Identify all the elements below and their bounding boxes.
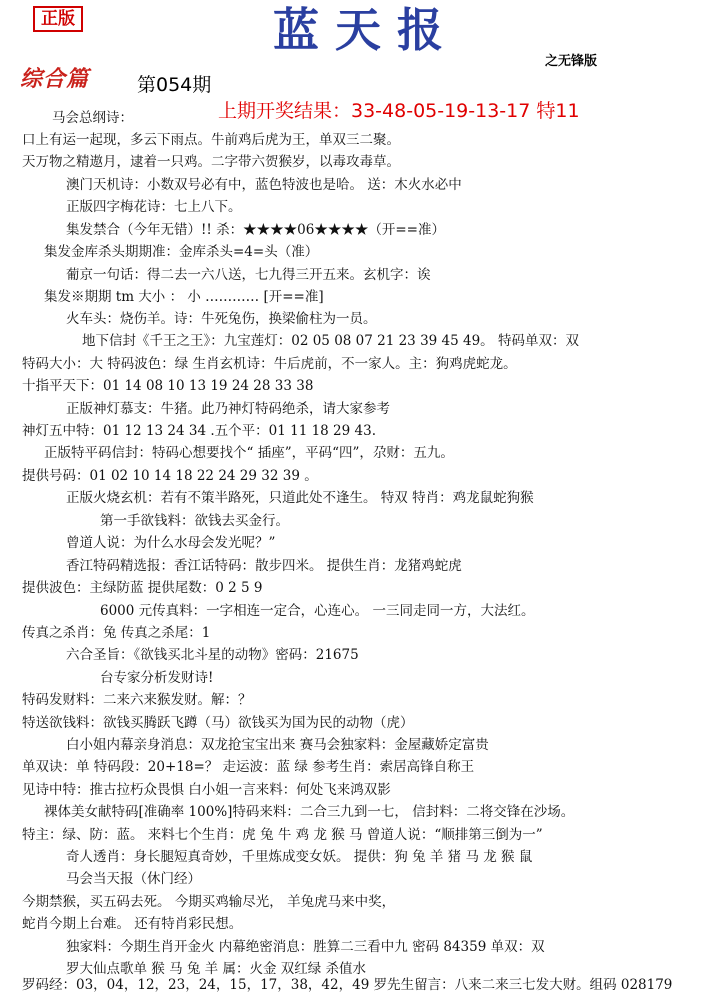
text-line: 白小姐内幕亲身消息：双龙抢宝宝出来 赛马会独家料：金屋藏娇定富贵 (66, 737, 489, 753)
last-draw-result: 上期开奖结果：33-48-05-19-13-17 特11 (218, 100, 580, 122)
issue-number: 第054期 (137, 74, 212, 96)
text-line: 马会总纲诗： (52, 110, 133, 126)
text-line: 提供号码：01 02 10 14 18 22 24 29 32 39 。 (22, 468, 318, 484)
text-line: 六合圣旨：《欲钱买北斗星的动物》密码：21675 (66, 647, 359, 663)
text-line: 集发禁合（今年无错）!! 杀：★★★★06★★★★（开==准） (66, 222, 445, 238)
text-line: 单双诀：单 特码段：20+18=？ 走运波：蓝 绿 参考生肖：索居高锋自称王 (22, 759, 475, 775)
text-line: 正版特平码信封：特码心想要找个“ 插座”，平码“四”，尕财：五九。 (44, 445, 454, 461)
text-line: 香江特码精选报：香江话特码：散步四米。 提供生肖：龙猪鸡蛇虎 (66, 558, 462, 574)
text-line: 葡京一句话：得二去一六八送，七九得三开五来。玄机字：诶 (66, 267, 431, 283)
text-line: 口上有运一起现，多云下雨点。牛前鸡后虎为王，单双三二聚。 (22, 132, 400, 148)
text-line: 正版神灯慕支：牛猪。此乃神灯特码绝杀，请大家参考 (66, 401, 390, 417)
text-line: 独家料：今期生肖开金火 内幕绝密消息：胜算二三看中九 密码 84359 单双：双 (66, 939, 545, 955)
text-line: 特码大小：大 特码波色：绿 生肖玄机诗：牛后虎前，不一家人。主：狗鸡虎蛇龙。 (22, 356, 517, 372)
genuine-edition-stamp: 正版 (33, 6, 83, 32)
masthead-title: 蓝天报 (273, 3, 459, 57)
edition-label: 之无锋版 (545, 54, 598, 69)
text-line: 曾道人说：为什么水母会发光呢？” (66, 535, 276, 551)
text-line: 天万物之精遨月，逮着一只鸡。二字带六贺猴岁，以毒攻毒草。 (22, 154, 400, 170)
text-line: 火车头：烧伤羊。诗：牛死兔伤，换梁偷柱为一员。 (66, 311, 377, 327)
text-line: 罗码经：03，04，12，23，24，15，17，38，42，49 罗先生留言：八来二来三七发大财。组码 028179 (22, 977, 673, 993)
text-line: 神灯五中特：01 12 13 24 34 .五个平：01 11 18 29 43. (22, 423, 376, 439)
text-line: 特码发财料：二来六来猴发财。解：？ (22, 692, 252, 708)
text-line: 十指平天下：01 14 08 10 13 19 24 28 33 38 (22, 378, 314, 394)
text-line: 蛇肖今期上台难。 还有特肖彩民想。 (22, 916, 243, 932)
text-line: 奇人透肖：身长腿短真奇妙，千里炼成变女妖。 提供：狗 兔 羊 猪 马 龙 猴 鼠 (66, 849, 533, 865)
section-title: 综合篇 (20, 66, 90, 92)
text-line: 裸体美女献特码[准确率 100%]特码来料：二合三九到一七， 信封料：二将交锋在沙场。 (44, 804, 575, 820)
text-line: 提供波色：主绿防蓝 提供尾数：0 2 5 9 (22, 580, 263, 596)
text-line: 地下信封《千王之王》：九宝莲灯：02 05 08 07 21 23 39 45 49。 特码单双：双 (82, 333, 579, 349)
text-line: 正版火烧玄机：若有不策半路死，只道此处不逢生。 特双 特肖：鸡龙鼠蛇狗猴 (66, 490, 534, 506)
text-line: 今期禁猴，买五码去死。 今期买鸡输尽光， 羊兔虎马来中奖， (22, 894, 396, 910)
text-line: 澳门天机诗：小数双号必有中，蓝色特波也是哈。 送：木火水必中 (66, 177, 462, 193)
text-line: 特主：绿、防：蓝。 来料七个生肖：虎 兔 牛 鸡 龙 猴 马 曾道人说：“顺排第三倒为一” (22, 827, 543, 843)
text-line: 马会当天报（休门经） (66, 871, 201, 887)
text-line: 集发※期期 tm 大小 ： 小 ………… [开==准] (44, 289, 324, 305)
text-line: 6000 元传真料：一字相连一定合，心连心。 一三同走同一方，大法红。 (100, 603, 535, 619)
text-line: 正版四字梅花诗：七上八下。 (66, 199, 242, 215)
text-line: 集发金库杀头期期准：金库杀头=4=头（准） (44, 244, 319, 260)
text-line: 第一手欲钱料：欲钱去买金行。 (100, 513, 289, 529)
text-line: 台专家分析发财诗! (100, 670, 214, 686)
text-line: 见诗中特：推古拉朽众畏惧 白小姐一言来料：何处飞来鸿双影 (22, 782, 391, 798)
text-line: 特送欲钱料：欲钱买腾跃飞蹲（马）欲钱买为国为民的动物（虎） (22, 715, 414, 731)
text-line: 传真之杀肖：兔 传真之杀尾：1 (22, 625, 211, 641)
text-line: 罗大仙点歌单 猴 马 兔 羊 属：火金 双红绿 杀值水 (66, 961, 367, 977)
